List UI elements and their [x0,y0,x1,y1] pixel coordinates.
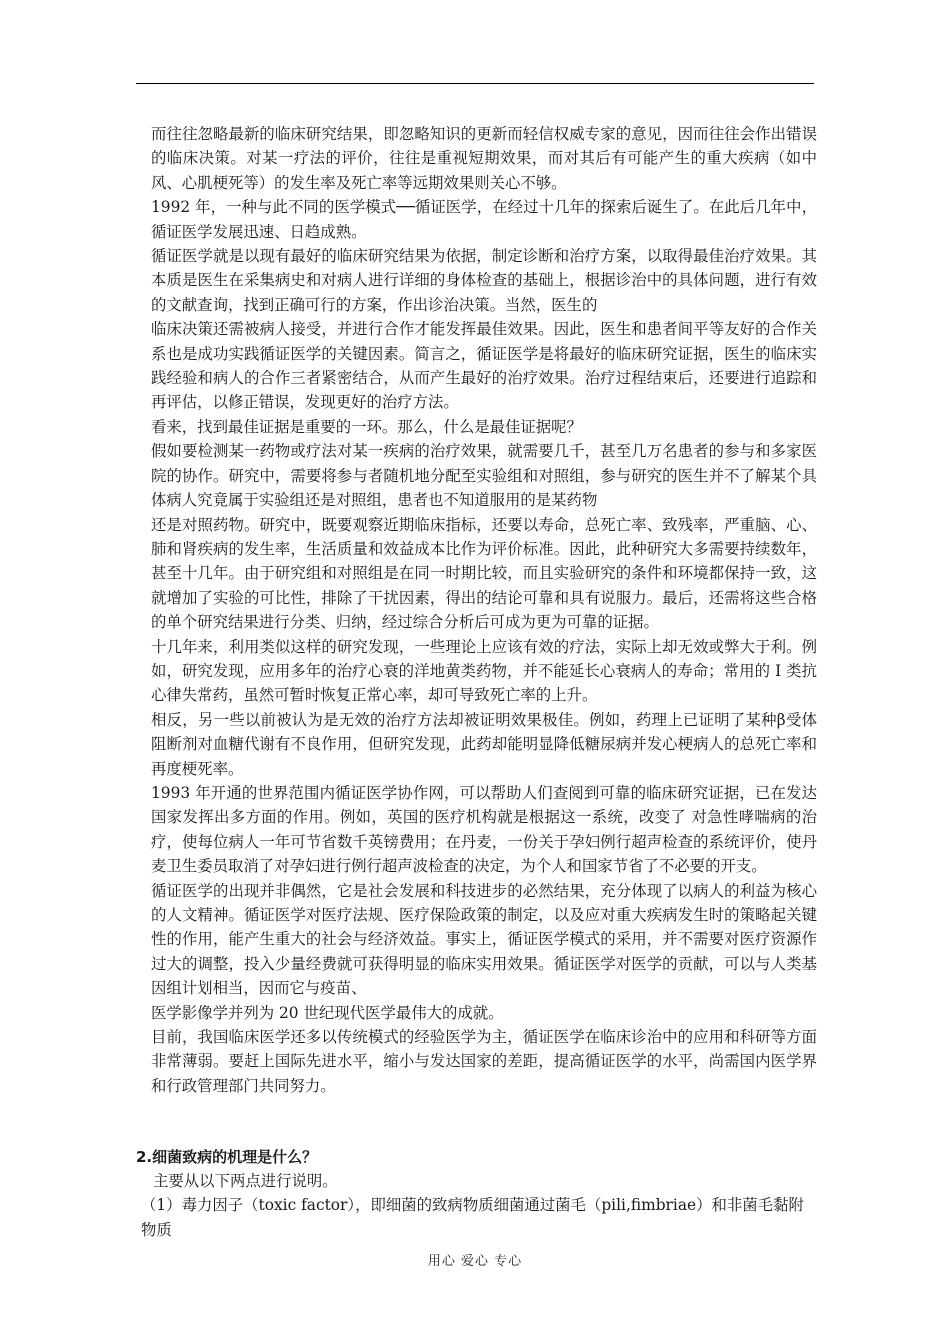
page-footer: 用心 爱心 专心 [427,1254,523,1269]
body-text [151,122,817,1098]
paragraph: 医学影像学并列为 20 世纪现代医学最伟大的成就。 [151,1003,504,1022]
paragraph: 循证医学就是以现有最好的临床研究结果为依据，制定诊断和治疗方案，以取得最佳治疗效果。其本质是医生在采集病史和对病人进行详细的身体检查的基础上，根据诊治中的具体问题，进行有效的文献查询，找到正确可行的方案，作出诊治决策。当然，医生的 [151,247,817,314]
paragraph: 目前，我国临床医学还多以传统模式的经验医学为主，循证医学在临床诊治中的应用和科研等方面非常薄弱。要赶上国际先进水平，缩小与发达国家的差距，提高循证医学的水平，尚需国内医学界和行政管理部门共同努力。 [151,1028,817,1095]
section-heading: 2.细菌致病的机理是什么？ [136,1148,318,1166]
section-body [141,1169,817,1242]
paragraph: 循证医学的出现并非偶然，它是社会发展和科技进步的必然结果，充分体现了以病人的利益为核心的人文精神。循证医学对医疗法规、医疗保险政策的制定，以及应对重大疾病发生时的策略起关键性的作用，能产生重大的社会与经济效益。事实上，循证医学模式的采用，并不需要对医疗资源作过大的调整，投入少量经费就可获得明显的临床实用效果。循证医学对医学的贡献，可以与人类基因组计划相当，因而它与疫苗、 [151,881,817,998]
paragraph: 十几年来，利用类似这样的研究发现，一些理论上应该有效的疗法，实际上却无效或弊大于利。例如，研究发现，应用多年的治疗心衰的洋地黄类药物，并不能延长心衰病人的寿命；常用的 I 类抗心律失常药，虽然可暂时恢复正常心率，却可导致死亡率的上升。 [151,637,817,705]
header-rule [136,83,814,84]
paragraph: 还是对照药物。研究中，既要观察近期临床指标，还要以寿命，总死亡率、致残率，严重脑、心、肺和肾疾病的发生率，生活质量和效益成本比作为评价标准。因此，此种研究大多需要持续数年，甚至十几年。由于研究组和对照组是在同一时期比较，而且实验研究的条件和环境都保持一致，这就增加了实验的可比性，排除了干扰因素，得出的结论可靠和具有说服力。最后，还需将这些合格的单个研究结果进行分类、归纳，经过综合分析后可成为更为可靠的证据。 [151,515,817,632]
paragraph: 1992 年，一种与此不同的医学模式──循证医学，在经过十几年的探索后诞生了。在此后几年中，循证医学发展迅速、日趋成熟。 [151,198,817,241]
paragraph: 相反，另一些以前被认为是无效的治疗方法却被证明效果极佳。例如，药理上已证明了某种β受体阻断剂对血糖代谢有不良作用，但研究发现，此药却能明显降低糖尿病并发心梗病人的总死亡率和再度梗死率。 [151,710,817,778]
list-item: （1）毒力因子（toxic factor），即细菌的致病物质细菌通过菌毛（pili,fimbriae）和非菌毛黏附物质 [141,1196,804,1239]
paragraph: 临床决策还需被病人接受，并进行合作才能发挥最佳效果。因此，医生和患者间平等友好的合作关系也是成功实践循证医学的关键因素。简言之，循证医学是将最好的临床研究证据，医生的临床实践经验和病人的合作三者紧密结合，从而产生最好的治疗效果。治疗过程结束后，还要进行追踪和再评估，以修正错误，发现更好的治疗方法。 [151,320,817,412]
paragraph: 而往往忽略最新的临床研究结果，即忽略知识的更新而轻信权威专家的意见，因而往往会作出错误的临床决策。对某一疗法的评价，往往是重视短期效果，而对其后有可能产生的重大疾病（如中风、心肌梗死等）的发生率及死亡率等远期效果则关心不够。 [151,125,817,192]
paragraph: 假如要检测某一药物或疗法对某一疾病的治疗效果，就需要几千，甚至几万名患者的参与和多家医院的协作。研究中，需要将参与者随机地分配至实验组和对照组，参与研究的医生并不了解某个具体病人究竟属于实验组还是对照组，患者也不知道服用的是某药物 [151,442,817,510]
paragraph: 看来，找到最佳证据是重要的一环。那么，什么是最佳证据呢？ [151,417,582,436]
lead-text: 主要从以下两点进行说明。 [153,1172,338,1190]
paragraph: 1993 年开通的世界范围内循证医学协作网，可以帮助人们查阅到可靠的临床研究证据，已在发达国家发挥出多方面的作用。例如，英国的医疗机构就是根据这一系统，改变了 对急性哮喘病的治疗，使每位病人一年可节省数千英镑费用；在丹麦，一份关于孕妇例行超声检查的系统评价，使丹麦卫生委员取消了对孕妇进行例行超声波检查的决定，为个人和国家节省了不必要的开支。 [151,783,817,876]
